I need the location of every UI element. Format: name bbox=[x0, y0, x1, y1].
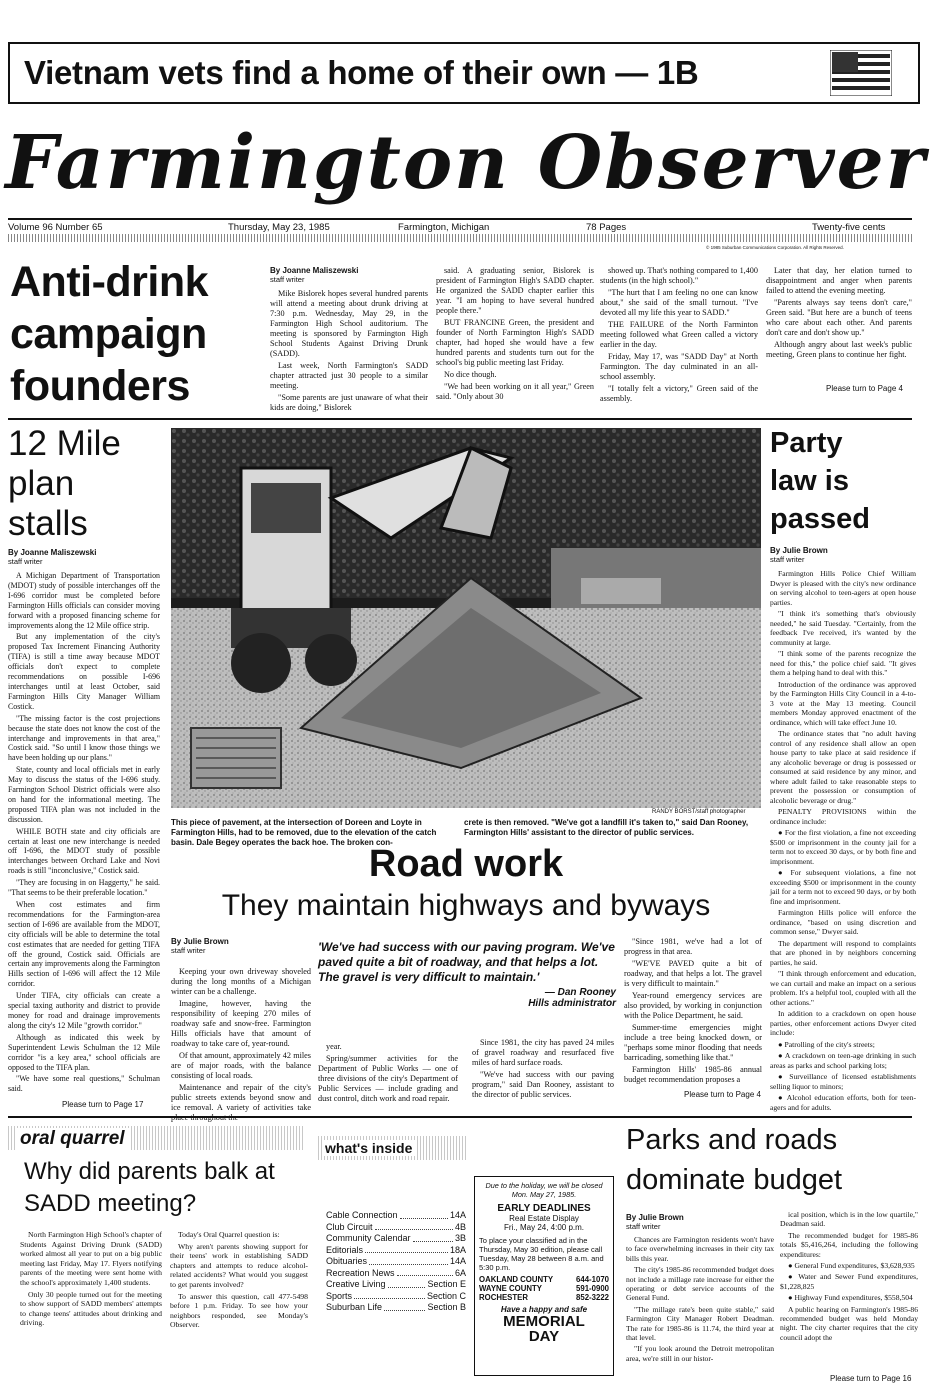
issue-price: Twenty-five cents bbox=[812, 222, 886, 233]
phone-number: 644-1070 bbox=[576, 1275, 609, 1284]
paragraph: "We have some real questions," Schulman said. bbox=[8, 1074, 160, 1094]
antidrink-headline[interactable] bbox=[10, 256, 265, 412]
paragraph: Although as indicated this week by Superintendent Lewis Schulman the 12 Mile corridor "is a key area," school officials are opposed to the TIFA plan. bbox=[8, 1032, 160, 1072]
oral-quarrel-headline[interactable]: Why did parents balk at SADD meeting? bbox=[24, 1158, 275, 1217]
paragraph: "WE'VE PAVED quite a bit of roadway, and that helps a lot. The gravel is very difficult to maintain." bbox=[624, 959, 762, 988]
phone-row bbox=[479, 1275, 609, 1284]
inside-item-name: Suburban Life bbox=[326, 1302, 383, 1312]
paragraph: "Since 1981, we've had a lot of progress in that area. bbox=[624, 937, 762, 956]
paragraph: "I think it's something that's obviously needed," he said Tuesday. "Certainly, from the feedback I've received, it's wanted by the community at large. bbox=[770, 609, 916, 647]
paragraph: Introduction of the ordinance was approved by the Farmington Hills City Council in a 4-to-3 vote at the May 13 meeting. Council members Monday approved enactment of the ordinance, which will take effect June 10. bbox=[770, 679, 916, 727]
twelvemile-byline: By Joanne Maliszewski bbox=[8, 548, 97, 557]
inside-item-page: Section E bbox=[427, 1279, 466, 1289]
paragraph: "The millage rate's been quite stable," said Farmington City Manager Robert Deadman. The rate for 1985-86 is 11.74, the third year at that level. bbox=[626, 1304, 774, 1343]
photo-credit: RANDY BORST/staff photographer bbox=[652, 809, 746, 815]
masthead-rule bbox=[8, 218, 912, 220]
twelvemile-body bbox=[8, 548, 160, 1096]
inside-item-leader bbox=[375, 1222, 453, 1231]
paragraph: To answer this question, call 477-5498 before 1 p.m. Friday. To see how your neighbors responded, see Monday's Observer. bbox=[170, 1291, 308, 1330]
inside-item-name: Creative Living bbox=[326, 1279, 386, 1289]
inside-item[interactable] bbox=[326, 1233, 466, 1245]
inside-item-page: 18A bbox=[449, 1244, 466, 1255]
paragraph: showed up. That's nothing compared to 1,400 students (in the high school)." bbox=[600, 266, 758, 285]
paragraph: Of that amount, approximately 42 miles are of major roads, with the balance consisting of local roads. bbox=[171, 1051, 311, 1080]
paragraph: State, county and local officials met in early May to discuss the status of the I-696 study. Farmington School District officials were also on hand for the informational meeting. The proposed TIFA plan was not included in the discussion. bbox=[8, 765, 160, 824]
deadlines-title: EARLY DEADLINES bbox=[497, 1203, 591, 1214]
twelvemile-headline-line3: stalls bbox=[8, 504, 88, 543]
inside-item-page: 3B bbox=[454, 1233, 466, 1243]
paragraph: ● For the first violation, a fine not exceeding $500 or imprisonment in the county jail for a term not to exceed 30 days, or by both fine and imprisonment. bbox=[770, 828, 916, 866]
inside-item-leader bbox=[413, 1233, 453, 1242]
paragraph: ● Surveillance of licensed establishments selling liquor to minors; bbox=[770, 1072, 916, 1091]
paragraph: ● Alcohol education efforts, both for teen-agers and for adults. bbox=[770, 1093, 916, 1112]
pullquote-attr: — Dan Rooney bbox=[544, 987, 616, 998]
deadlines-body: To place your classified ad in the Thursday, May 30 edition, please call Tuesday, May 28 between 8 a.m. and 5:30 p.m. bbox=[479, 1236, 604, 1272]
pullquote-text: 'We've had success with our paving program. We've paved quite a bit of roadway, and that helps a lot. The gravel is very difficult to maintain.' bbox=[318, 940, 615, 984]
twelvemile-text bbox=[8, 571, 160, 1094]
roadwork-subhead: They maintain highways and byways bbox=[221, 889, 711, 922]
paragraph: Friday, May 17, was "SADD Day" at North Farmington. The day culminated in an all-school assembly. bbox=[600, 352, 758, 381]
paragraph: The city's 1985-86 recommended budget does not include a millage rate increase for either the operating or debt service accounts of the General Fund. bbox=[626, 1265, 774, 1303]
antidrink-byline-role: staff writer bbox=[270, 275, 305, 284]
paragraph: Under TIFA, city officials can create a special taxing authority and district to provide money for road and drainage improvements along the city's 12 Mile "growth corridor." bbox=[8, 991, 160, 1030]
inside-item-name: Obituaries bbox=[326, 1256, 368, 1266]
inside-item-page: 14A bbox=[449, 1256, 466, 1266]
inside-item-name: Club Circuit bbox=[326, 1221, 373, 1232]
phone-county: WAYNE COUNTY bbox=[479, 1284, 542, 1293]
masthead-title[interactable]: Farmington Observer bbox=[5, 120, 927, 206]
paragraph: "I think some of the parents recognize the need for this," the police chief said. "It gives them a helping hand to deal with this." bbox=[770, 649, 916, 677]
paragraph: But any implementation of the city's proposed Tax Increment Financing Authority (TIFA) is still a time away because MDOT officials don't expect to complete recommendations on possible I-696 interchanges until at least October, said Farmington Hills City Manager William Costick. bbox=[8, 632, 160, 711]
twelvemile-continue[interactable]: Please turn to Page 17 bbox=[62, 1100, 144, 1109]
phone-county: OAKLAND COUNTY bbox=[479, 1275, 554, 1284]
paragraph: Mike Bislorek hopes several hundred parents will attend a meeting about drunk driving at 7:30 p.m. Wednesday, May 29, in the Farmington High School auditorium. The meeting is sponsored by Farmington High School Students Against Driving Drunk (SADD). bbox=[270, 289, 428, 358]
road-work-photo bbox=[171, 428, 761, 808]
antidrink-col4 bbox=[766, 266, 912, 362]
paragraph: Last week, North Farmington's SADD chapter attracted just 30 people to a similar meeting. bbox=[270, 361, 428, 390]
paragraph: The recommended budget for 1985-86 totals $5,416,264, including the following expenditures: bbox=[780, 1230, 918, 1259]
roadwork-col3 bbox=[472, 1038, 614, 1102]
party-headline-line2: law is bbox=[770, 465, 849, 497]
paragraph: Farmington Hills Police Chief William Dwyer is pleased with the city's new ordinance on serving alcohol to teen-agers at open house parties. bbox=[770, 569, 916, 607]
inside-item-leader bbox=[384, 1302, 425, 1311]
paragraph: ● Highway Fund expenditures, $558,504 bbox=[788, 1293, 913, 1303]
photo-caption-left: This piece of pavement, at the intersection of Doreen and Loyte in Farmington Hills, had to be removed, due to the elevation of the catch basin. Dale Begey operates the back hoe. The broken con- bbox=[171, 818, 437, 847]
paragraph: Chances are Farmington residents won't have to face overwhelming increases in their city tax bills this year. bbox=[626, 1235, 774, 1263]
oral-col2 bbox=[170, 1230, 308, 1332]
issue-date: Thursday, May 23, 1985 bbox=[228, 222, 330, 233]
section-rule-2 bbox=[8, 1116, 912, 1118]
paragraph: Today's Oral Quarrel question is: bbox=[178, 1230, 280, 1239]
inside-item-page: Section C bbox=[426, 1290, 466, 1301]
party-headline-line3: passed bbox=[770, 503, 870, 535]
roadwork-col4 bbox=[624, 937, 762, 1087]
deadlines-wish: Have a happy and safe bbox=[500, 1305, 588, 1314]
teaser-box[interactable] bbox=[8, 42, 920, 104]
deadlines-line2: Fri., May 24, 4:00 p.m. bbox=[503, 1223, 585, 1232]
paragraph: THE FAILURE of the North Farminton meeting followed what Green called a victory earlier in the day. bbox=[600, 320, 758, 349]
paragraph: ● General Fund expenditures, $3,628,935 bbox=[788, 1261, 915, 1271]
paragraph: A public hearing on Farmington's 1985-86 recommended budget was held Monday night. The city charter requires that the city council adopt the bbox=[780, 1304, 918, 1342]
paragraph: Summer-time emergencies might include a tree being knocked down, or "perhaps some minor flooding that needs barricading, something like that." bbox=[624, 1023, 762, 1062]
antidrink-col1 bbox=[270, 266, 428, 415]
inside-item-page: Section B bbox=[427, 1302, 466, 1312]
paragraph: ical position, which is in the low quartile," Deadman said. bbox=[780, 1210, 918, 1229]
roadwork-headline[interactable]: Road work bbox=[368, 843, 564, 885]
paragraph: "I totally felt a victory," Green said of the assembly. bbox=[600, 384, 758, 403]
inside-item-name: Cable Connection bbox=[326, 1210, 398, 1220]
paragraph: ● Patrolling of the city's streets; bbox=[778, 1039, 875, 1049]
whats-inside-box bbox=[318, 1126, 468, 1346]
copyright-line: © 1985 Suburban Communications Corporation. All Rights Reserved. bbox=[706, 245, 844, 250]
memorial-line2: DAY bbox=[528, 1328, 560, 1345]
inside-item[interactable] bbox=[326, 1245, 466, 1257]
inside-item-leader bbox=[354, 1291, 425, 1300]
inside-item-leader bbox=[365, 1245, 448, 1254]
roadwork-col1 bbox=[171, 937, 311, 1125]
paragraph: WHILE BOTH state and city officials are certain at least one new interchange is needed off I-696, the MDOT study of possible interchanges between Orchard Lake and Novi roads is still "inconclusive," Costick said. bbox=[8, 826, 160, 876]
deadlines-phones bbox=[479, 1275, 609, 1302]
paragraph: "We've had success with our paving program," said Dan Rooney, assistant to the director of public services. bbox=[472, 1070, 614, 1099]
roadwork-byline: By Julie Brown bbox=[171, 937, 229, 946]
budget-continue[interactable]: Please turn to Page 16 bbox=[830, 1374, 912, 1383]
inside-item-leader bbox=[388, 1279, 426, 1288]
paragraph: The ordinance states that "no adult having control of any residence shall allow an open house party to take place at said residence if any alcoholic beverage or drug is possessed or consumed at said residence by any minor, and where adult failed to take reasonable steps to prevent the possession or consumption of alcoholic beverage or drug." bbox=[770, 729, 916, 805]
budget-col2 bbox=[780, 1210, 918, 1344]
paragraph: No dice though. bbox=[444, 370, 497, 379]
teaser-text: Vietnam vets find a home of their own — 1B bbox=[24, 54, 699, 91]
inside-item-leader bbox=[369, 1256, 448, 1265]
paragraph: "The missing factor is the cost projections because the state does not know the cost of the interchange and improvements in that area," Costick said. "So until I know those things we have been holding up our plans." bbox=[8, 713, 160, 763]
party-text bbox=[770, 569, 916, 1112]
deadlines-line1: Real Estate Display bbox=[509, 1214, 579, 1223]
inside-item-page: 14A bbox=[449, 1210, 466, 1220]
inside-item-name: Recreation News bbox=[326, 1267, 395, 1278]
roadwork-byline-role: staff writer bbox=[171, 946, 206, 955]
budget-byline-role: staff writer bbox=[626, 1222, 661, 1231]
twelvemile-headline-line2: plan bbox=[8, 464, 75, 503]
inside-item-name: Editorials bbox=[326, 1244, 364, 1255]
paragraph: "Parents always say teens don't care," Green said. "But here are a bunch of teens who care about each other. And parents don't care and don't show up." bbox=[766, 298, 912, 337]
budget-headline[interactable]: Parks and roads dominate budget bbox=[626, 1124, 843, 1196]
budget-byline: By Julie Brown bbox=[626, 1213, 684, 1222]
paragraph: "The hurt that I am feeling no one can know about," she said of the small turnout. "I've devoted all my life this year to SADD." bbox=[600, 288, 758, 317]
paragraph: A Michigan Department of Transportation (MDOT) study of possible interchanges off the I-696 corridor must be completed before Farmington Hills officials can consider moving forward with a proposed financing scheme for improvements along the 12 Mile office strip. bbox=[8, 571, 160, 630]
issue-volume: Volume 96 Number 65 bbox=[8, 222, 103, 233]
budget-col1-text bbox=[626, 1235, 774, 1363]
paragraph: North Farmington High School's chapter of Students Against Driving Drunk (SADD) worked almost all year to put on a big public meeting last Friday, May 17. Flyers notifying parents of the meeting were sent home with the school's approximately 1,400 students. bbox=[20, 1230, 162, 1287]
paragraph: Since 1981, the city has paved 24 miles of gravel roadway and resurfaced five miles of hard surface roads. bbox=[472, 1038, 614, 1067]
paragraph: said. A graduating senior, Bislorek is president of Farmington High's SADD chapter. He organized the SADD chapter earlier this year. "I am hoping to have several hundred people there." bbox=[436, 266, 594, 315]
paragraph: When cost estimates and firm recommendations for the Farmington-area section of I-696 are available from the MDOT, city officials will be able to determine the total cost estimates that are needed for getting TIFA off the ground, Costick said. Officials are certain any improvements along the Farmington Hills section of I-696 will affect the 12 Mile corridor. bbox=[8, 900, 160, 989]
paragraph: "Some parents are just unaware of what their kids are doing," Bislorek bbox=[270, 393, 428, 412]
paragraph: Farmington Hills police will enforce the ordinance, "based on using discretion and common sense," Dwyer said. bbox=[770, 908, 916, 936]
phone-row bbox=[479, 1293, 609, 1302]
flag-icon bbox=[830, 50, 892, 96]
photo-caption-right: crete is then removed. "We've got a landfill it's taken to," said Dan Rooney, Farmington Hills' assistant to the director of public services. bbox=[464, 818, 749, 837]
antidrink-col2 bbox=[436, 266, 594, 404]
paragraph: "If you look around the Detroit metropolitan area, we're still in our histor- bbox=[626, 1344, 774, 1363]
inside-item-name: Community Calendar bbox=[326, 1233, 411, 1243]
antidrink-headline-line3: founders bbox=[10, 362, 190, 410]
paragraph: ● Water and Sewer Fund expenditures, $1,228,825 bbox=[780, 1272, 918, 1291]
antidrink-col1-text bbox=[270, 289, 428, 413]
twelvemile-headline-line1: 12 Mile bbox=[8, 424, 121, 463]
party-headline[interactable] bbox=[770, 424, 916, 538]
paragraph: year. bbox=[326, 1042, 342, 1051]
antidrink-col3 bbox=[600, 266, 758, 406]
inside-item-page: 4B bbox=[454, 1221, 466, 1232]
roadwork-col1-text bbox=[171, 967, 311, 1123]
deadlines-notice: Due to the holiday, we will be closed Mon. May 27, 1985. bbox=[485, 1181, 603, 1199]
antidrink-continue[interactable]: Please turn to Page 4 bbox=[826, 384, 903, 393]
inside-item[interactable] bbox=[326, 1222, 466, 1234]
paragraph: "I think through enforcement and education, we can curtail and make an impact on a serious problem. It's a helpful tool, coupled with all the other actions." bbox=[770, 969, 916, 1007]
antidrink-byline: By Joanne Maliszewski bbox=[270, 266, 359, 275]
inside-item-name: Sports bbox=[326, 1290, 353, 1301]
paragraph: BUT FRANCINE Green, the president and founder of North Farmington High's SADD chapter, had hoped she would have a few hundred parents and students turn out for the school's big public meeting last Friday. bbox=[436, 318, 594, 367]
antidrink-headline-line2: campaign bbox=[10, 310, 207, 358]
inside-item[interactable] bbox=[326, 1256, 466, 1268]
phone-number: 852-3222 bbox=[576, 1293, 609, 1302]
inside-item-leader bbox=[400, 1210, 448, 1219]
section-rule-1 bbox=[8, 418, 912, 420]
masthead-hatch-bar bbox=[8, 234, 912, 242]
paragraph: "We had been working on it all year," Green said. "Only about 30 bbox=[436, 382, 594, 401]
whats-inside-label: what's inside bbox=[322, 1140, 415, 1156]
paragraph: The department will respond to complaints that are phoned in by neighbors concerning parties, he said. bbox=[770, 938, 916, 967]
paragraph: Why aren't parents showing support for their teens' work in establishing SADD chapters and attempts to reduce alcohol-related accidents? What would you suggest to get parents involved? bbox=[170, 1241, 308, 1289]
inside-item[interactable] bbox=[326, 1279, 466, 1291]
inside-item[interactable] bbox=[326, 1291, 466, 1303]
party-body bbox=[770, 546, 916, 1114]
inside-item-page: 6A bbox=[454, 1267, 466, 1278]
paragraph: ● For subsequent violations, a fine not exceeding $500 or imprisonment in the county jail for a term not to exceed 90 days, or by both fine and imprisonment. bbox=[770, 868, 916, 906]
oral-col1 bbox=[20, 1230, 162, 1330]
roadwork-col2 bbox=[318, 1042, 458, 1106]
twelvemile-headline[interactable] bbox=[8, 424, 158, 544]
paragraph: "They are focusing in on Haggerty," he said. "That seems to be their preferable location." bbox=[8, 878, 160, 898]
roadwork-continue[interactable]: Please turn to Page 4 bbox=[684, 1090, 761, 1099]
pullquote-attr-role: Hills administrator bbox=[528, 998, 616, 1009]
paragraph: Imagine, however, having the responsibility of keeping 270 miles of roadway safe and snow-free. Farmington Hills officials have that amount of roadway to take care of, year-round. bbox=[171, 999, 311, 1048]
phone-number: 591-0900 bbox=[576, 1284, 609, 1293]
antidrink-headline-line1: Anti-drink bbox=[10, 258, 209, 306]
party-headline-line1: Party bbox=[770, 427, 843, 459]
party-byline: By Julie Brown bbox=[770, 546, 828, 555]
issue-place: Farmington, Michigan bbox=[398, 222, 490, 233]
issue-pages: 78 Pages bbox=[586, 222, 627, 233]
paragraph: Only 30 people turned out for the meeting to show support of SADD members' attempts to change teens' attitudes about drinking and driving. bbox=[20, 1289, 162, 1328]
paragraph: Later that day, her elation turned to disappointment and anger when parents failed to attend the evening meeting. bbox=[766, 266, 912, 295]
oral-quarrel-label: oral quarrel bbox=[16, 1128, 129, 1150]
deadlines-box bbox=[474, 1176, 614, 1376]
memorial-line1: MEMORIAL bbox=[503, 1313, 585, 1330]
paragraph: Year-round emergency services are also provided, by working in conjunction with the Police Department, he said. bbox=[624, 991, 762, 1020]
paragraph: In addition to a crackdown on open house parties, other enforcement actions Dwyer cited include: bbox=[770, 1009, 916, 1037]
paragraph: Farmington Hills' 1985-86 annual budget recommendation proposes a bbox=[624, 1065, 762, 1084]
phone-county: ROCHESTER bbox=[479, 1293, 528, 1302]
paragraph: Spring/summer activities for the Department of Public Works — one of three divisions of the city's Department of Public Services — include grading and dust control, ditch work and road repair. bbox=[318, 1054, 458, 1103]
inside-item[interactable] bbox=[326, 1302, 466, 1314]
paragraph: Keeping your own driveway shoveled during the long months of a Michigan winter can be a challenge. bbox=[171, 967, 311, 996]
paragraph: ● A crackdown on teen-age drinking in such areas as parks and school parking lots; bbox=[770, 1051, 916, 1070]
twelvemile-byline-role: staff writer bbox=[8, 557, 43, 566]
inside-item[interactable] bbox=[326, 1210, 466, 1222]
inside-item-leader bbox=[397, 1268, 453, 1277]
party-byline-role: staff writer bbox=[770, 555, 805, 564]
inside-list bbox=[326, 1210, 466, 1314]
paragraph: Although angry about last week's public meeting, Green plans to continue her fight. bbox=[766, 340, 912, 359]
roadwork-pullquote bbox=[318, 940, 616, 1009]
inside-item[interactable] bbox=[326, 1268, 466, 1280]
paragraph: Maintenance and repair of the city's public streets extends beyond snow and ice removal. A variety of activities take bbox=[171, 1083, 311, 1112]
phone-row bbox=[479, 1284, 609, 1293]
paragraph: PENALTY PROVISIONS within the ordinance include: bbox=[770, 807, 916, 826]
budget-col1 bbox=[626, 1213, 774, 1365]
